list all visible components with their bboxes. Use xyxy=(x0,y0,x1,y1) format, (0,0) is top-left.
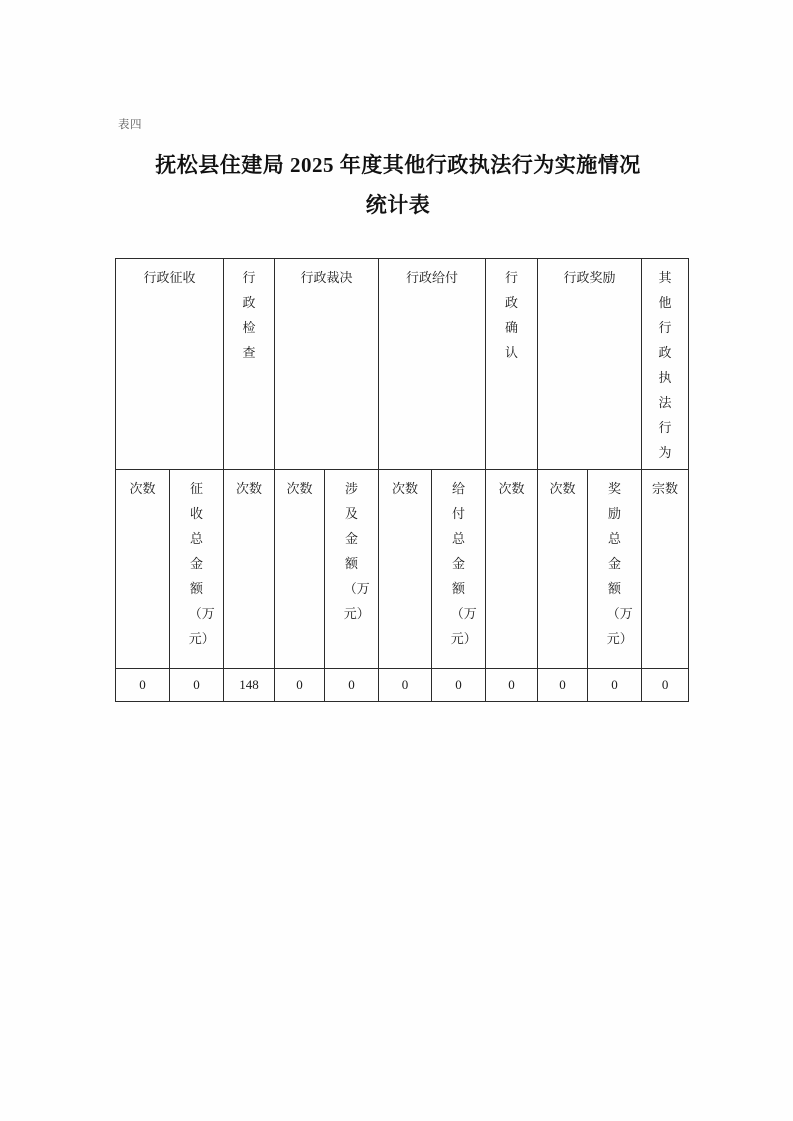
table-header-sub-1-label: 征收总金额（万元） xyxy=(188,481,215,646)
page-title-line-1: 抚松县住建局 2025 年度其他行政执法行为实施情况 xyxy=(155,153,641,177)
table-header-sub-1 xyxy=(170,470,224,669)
table-header-sub-7 xyxy=(486,470,538,669)
table-header-group-0-label: 行政征收 xyxy=(143,270,196,285)
table-header-group-3 xyxy=(379,259,486,470)
table-row-values xyxy=(116,669,689,702)
table-row-sub-headers xyxy=(116,470,689,669)
table-header-group-1 xyxy=(224,259,275,470)
table-header-group-2 xyxy=(275,259,379,470)
table-header-sub-6-label: 给付总金额（万元） xyxy=(450,481,477,646)
table-header-sub-9 xyxy=(588,470,642,669)
table-cell-value-2: 148 xyxy=(224,669,275,702)
table-header-sub-2-label: 次数 xyxy=(236,481,263,496)
table-header-group-4-label: 行政确认 xyxy=(505,270,519,360)
table-cell-value-6: 0 xyxy=(432,669,486,702)
table-header-sub-6 xyxy=(432,470,486,669)
table-header-group-4 xyxy=(486,259,538,470)
table-header-sub-3-label: 次数 xyxy=(286,481,313,496)
table-header-group-5 xyxy=(538,259,642,470)
table-cell-value-7: 0 xyxy=(486,669,538,702)
table-cell-value-1: 0 xyxy=(170,669,224,702)
table-header-sub-7-label: 次数 xyxy=(498,481,525,496)
table-cell-value-5: 0 xyxy=(379,669,432,702)
table-row-group-headers xyxy=(116,259,689,470)
page-title xyxy=(110,145,686,225)
table-cell-value-4: 0 xyxy=(325,669,379,702)
table-header-group-1-label: 行政检查 xyxy=(242,270,256,360)
table-header-sub-5 xyxy=(379,470,432,669)
table-cell-value-3: 0 xyxy=(275,669,325,702)
table-header-sub-0 xyxy=(116,470,170,669)
table-header-sub-8-label: 次数 xyxy=(549,481,576,496)
table-header-group-6-label: 其他行政执法行为 xyxy=(658,270,672,460)
table-header-sub-4-label: 涉及金额（万元） xyxy=(343,481,370,621)
table-header-sub-10-label: 宗数 xyxy=(652,481,679,496)
statistics-table xyxy=(115,258,689,702)
table-cell-value-9: 0 xyxy=(588,669,642,702)
table-header-group-2-label: 行政裁决 xyxy=(300,270,353,285)
table-header-sub-3 xyxy=(275,470,325,669)
form-number-label: 表四 xyxy=(118,119,142,131)
table-header-sub-8 xyxy=(538,470,588,669)
table-header-group-5-label: 行政奖励 xyxy=(563,270,616,285)
table-header-group-3-label: 行政给付 xyxy=(406,270,459,285)
page-title-line-2: 统计表 xyxy=(365,193,431,217)
table-header-sub-4 xyxy=(325,470,379,669)
table-header-sub-9-label: 奖励总金额（万元） xyxy=(606,481,633,646)
table-header-group-6 xyxy=(642,259,689,470)
table-header-sub-2 xyxy=(224,470,275,669)
table-cell-value-0: 0 xyxy=(116,669,170,702)
table-header-group-0 xyxy=(116,259,224,470)
table-header-sub-10 xyxy=(642,470,689,669)
table-cell-value-10: 0 xyxy=(642,669,689,702)
table-header-sub-5-label: 次数 xyxy=(392,481,419,496)
table-header-sub-0-label: 次数 xyxy=(129,481,156,496)
table-cell-value-8: 0 xyxy=(538,669,588,702)
